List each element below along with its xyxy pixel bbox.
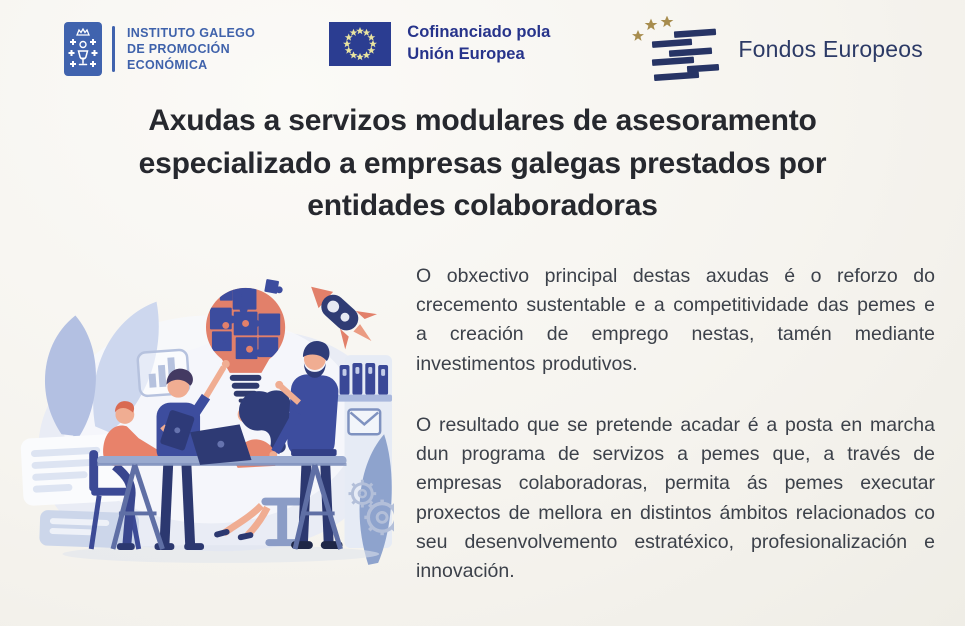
fondos-europeos-icon [624,16,724,82]
igape-emblem-icon [64,22,102,76]
title-line: Axudas a servizos modulares de asesoramento [148,104,817,137]
igape-line: DE PROMOCIÓN [127,42,230,56]
paragraph-objective: O obxectivo principal destas axudas é o reforzo do crecemento sustentable e a competitividade das pemes e a creación de emprego nestas, tamén mediante investimentos produtivos. [416,264,935,375]
igape-line: INSTITUTO GALEGO [127,26,256,40]
team-illustration [18,256,394,587]
logo-divider [112,26,115,72]
paragraph-result: O resultado que se pretende acadar é a posta en marcha dun programa de servizos a pemes que, a través de empresas colaboradoras, permita ás pemes executar proxectos de mellora en distintos ámbitos relacionados co seu desenvolvemento estratéxico, profesionalización e innovación. [416,413,935,583]
eu-cofinance-text [407,22,550,66]
igape-logo [64,22,255,76]
eu-cofinance-logo [329,22,550,66]
igape-name [127,25,255,73]
eu-flag-icon [329,22,391,66]
fondos-europeos-logo [624,16,923,82]
title-line: entidades colaboradoras [307,189,658,223]
title-line: especializado a empresas galegas prestados por [138,146,827,180]
eu-line: Unión Europea [407,45,525,63]
fondos-europeos-label: Fondos Europeos [738,35,923,62]
body-text [394,256,965,587]
envelope-icon [348,409,380,434]
eu-line: Cofinanciado pola [407,23,551,42]
logo-bar [0,0,965,82]
main-content [0,256,965,587]
team-illustration-svg [18,256,394,568]
page-title [0,100,965,228]
igape-line: ECONÓMICA [127,58,208,72]
